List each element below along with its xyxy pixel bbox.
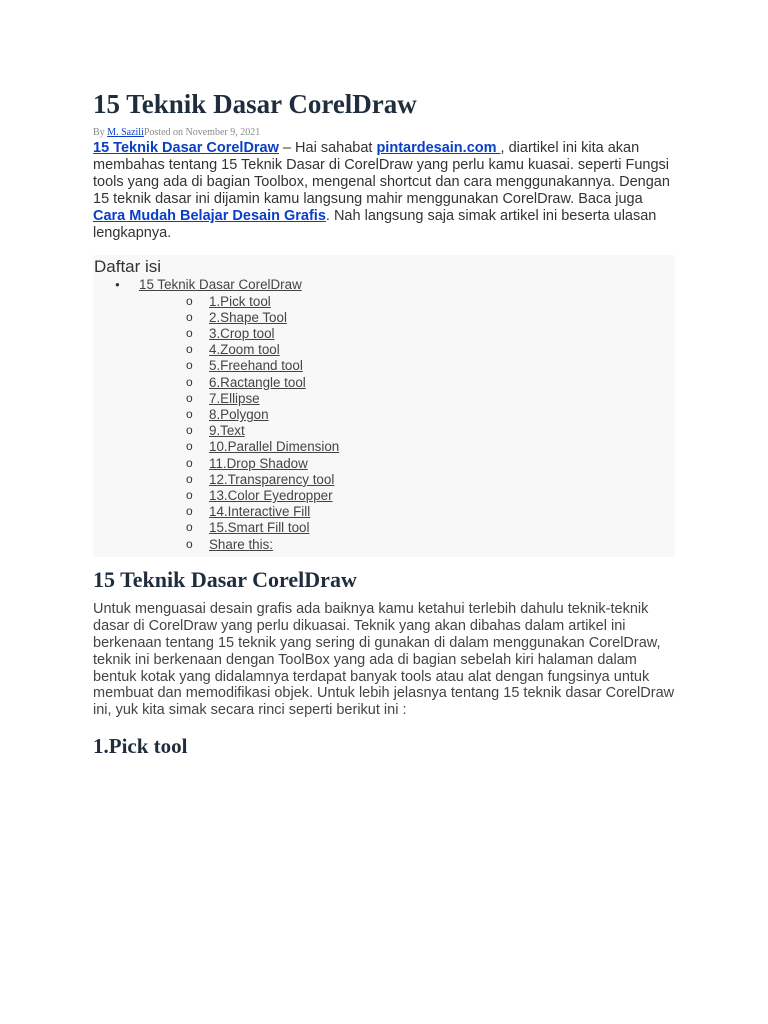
toc-item (93, 423, 675, 439)
toc-item (93, 342, 675, 358)
toc-item (93, 391, 675, 407)
toc-link-main[interactable]: 15 Teknik Dasar CorelDraw (139, 277, 302, 293)
toc-item (93, 520, 675, 536)
toc-link-parallel-dimension[interactable]: 10.Parallel Dimension (209, 439, 340, 455)
toc-item (93, 456, 675, 472)
toc-link-smart-fill-tool[interactable]: 15.Smart Fill tool (209, 520, 310, 536)
toc-link-polygon[interactable]: 8.Polygon (209, 407, 269, 423)
toc-link-interactive-fill[interactable]: 14.Interactive Fill (209, 504, 311, 520)
toc-link-rectangle-tool[interactable]: 6.Ractangle tool (209, 374, 306, 390)
toc-link-transparency-tool[interactable]: 12.Transparency tool (209, 471, 335, 487)
intro-text-3: . Nah langsung saja simak artikel ini beserta ulasan lengkapnya. (93, 207, 657, 241)
toc-link-pick-tool[interactable]: 1.Pick tool (209, 293, 271, 309)
intro-text-1: – Hai sahabat (278, 140, 377, 156)
site-link[interactable]: pintardesain.com (376, 140, 501, 156)
intro-title-link[interactable]: 15 Teknik Dasar CorelDraw (93, 140, 279, 156)
toc-link-shape-tool[interactable]: 2.Shape Tool (209, 309, 287, 325)
toc-item (93, 439, 675, 455)
toc-list (93, 277, 675, 552)
toc-item (93, 326, 675, 342)
section-heading: 15 Teknik Dasar CorelDraw (93, 566, 357, 592)
toc-item (93, 310, 675, 326)
toc-item-main (93, 277, 675, 293)
toc-title: Daftar isi (94, 257, 162, 277)
subheading-pick-tool: 1.Pick tool (93, 734, 188, 759)
toc-item (93, 358, 675, 374)
toc-item (93, 504, 675, 520)
article-title: 15 Teknik Dasar CorelDraw (93, 89, 417, 119)
toc-link-share-this[interactable]: Share this: (209, 536, 274, 552)
related-article-link[interactable]: Cara Mudah Belajar Desain Grafis (93, 207, 326, 224)
article-meta (93, 126, 677, 140)
toc-item (93, 375, 675, 391)
toc-link-color-eyedropper[interactable]: 13.Color Eyedropper (209, 488, 333, 504)
meta-posted-date: Posted on November 9, 2021 (143, 127, 261, 138)
toc-link-zoom-tool[interactable]: 4.Zoom tool (209, 342, 280, 358)
toc-link-drop-shadow[interactable]: 11.Drop Shadow (209, 455, 308, 471)
toc-link-ellipse[interactable]: 7.Ellipse (209, 390, 260, 406)
article (93, 84, 677, 761)
intro-paragraph (93, 140, 677, 241)
toc-link-text[interactable]: 9.Text (209, 423, 245, 439)
meta-by-label: By (93, 127, 108, 138)
table-of-contents (93, 255, 675, 556)
section-paragraph: Untuk menguasai desain grafis ada baiknya kamu ketahui terlebih dahulu teknik-teknik dasar di CorelDraw yang perlu dikuasai. Teknik yang akan dibahas dalam artikel ini berkenaan tentang 15 teknik yang sering di gunakan di dalam menggunakan CorelDraw, teknik ini berkenaan dengan ToolBox yang ada di bagian sebelah kiri halaman dalam bentuk kotak yang didalamnya terdapat banyak tools atau alat dengan fungsinya untuk membuat dan memodifikasi objek. Untuk lebih jelasnya tentang 15 teknik dasar CorelDraw ini, yuk kita simak secara rinci seperti berikut ini : (93, 600, 675, 719)
intro-text-2: , diartikel ini kita akan membahas tentang 15 Teknik Dasar di CorelDraw yang perlu kamu kuasai. seperti Fungsi tools yang ada di bagian Toolbox, mengenal shortcut dan cara menggunakannya. Dengan 15 teknik dasar ini dijamin kamu langsung mahir menggunakan CorelDraw. Baca juga (93, 140, 670, 207)
toc-item (93, 537, 675, 553)
toc-item (93, 472, 675, 488)
toc-link-freehand-tool[interactable]: 5.Freehand tool (209, 358, 303, 374)
toc-item (93, 294, 675, 310)
author-link[interactable]: M. Sazili (107, 127, 144, 138)
toc-link-crop-tool[interactable]: 3.Crop tool (209, 326, 275, 342)
toc-item (93, 407, 675, 423)
toc-item (93, 488, 675, 504)
